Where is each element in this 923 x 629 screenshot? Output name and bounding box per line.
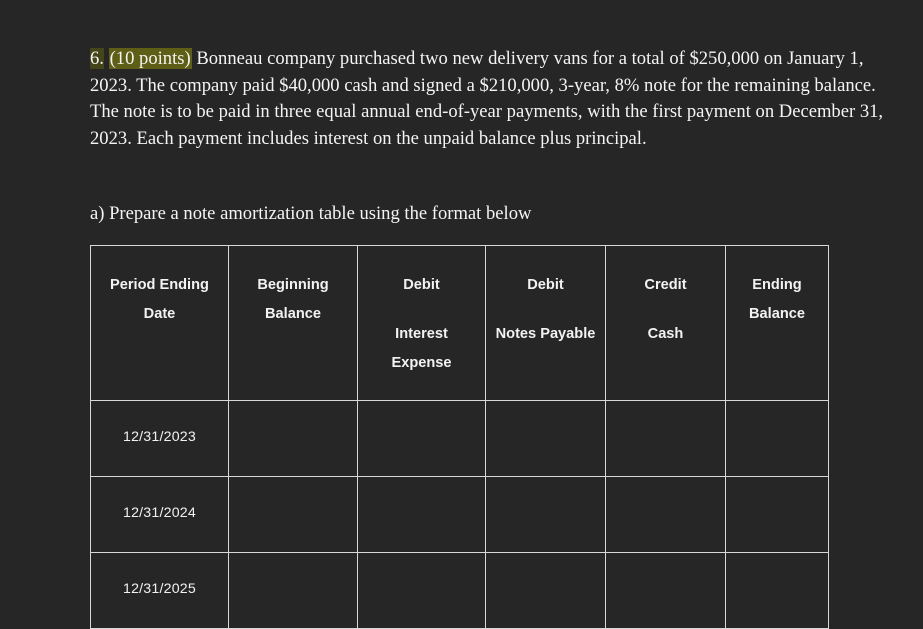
header-line: Ending [752,277,802,293]
cell-beginning-balance [229,401,358,477]
table-row [91,553,829,629]
table-header-row [91,246,829,401]
cell-cash [606,477,726,553]
cell-beginning-balance [229,553,358,629]
amortization-table [90,245,829,629]
cell-beginning-balance [229,477,358,553]
period-date: 12/31/2024 [122,505,196,521]
cell-ending-balance [726,401,829,477]
cell-ending-balance [726,477,829,553]
header-period-ending-date [91,246,229,401]
cell-date [91,553,229,629]
period-date: 12/31/2025 [122,581,196,597]
cell-date [91,477,229,553]
cell-interest-expense [358,401,486,477]
header-line: Balance [749,306,805,322]
problem-number: 6. [90,48,104,69]
problem-statement [90,46,890,152]
header-line: Debit [527,277,564,293]
header-line: Beginning [257,277,329,293]
cell-notes-payable [486,553,606,629]
cell-interest-expense [358,477,486,553]
cell-cash [606,553,726,629]
cell-notes-payable [486,477,606,553]
header-debit-notes-payable [486,246,606,401]
header-line: Period Ending [110,277,209,293]
cell-interest-expense [358,553,486,629]
problem-points: (10 points) [109,48,191,69]
header-line: Date [143,306,176,322]
cell-date [91,401,229,477]
problem-paragraph [90,46,890,152]
cell-ending-balance [726,553,829,629]
table-row [91,477,829,553]
header-line: Credit [644,277,687,293]
problem-text: Bonneau company purchased two new delivery vans for a total of $250,000 on January 1, 2023. The company paid $40,000 cash and signed a $210,000, 3-year, 8% note for the remaining balance. The note is to be paid in three equal annual end-of-year payments, with the first payment on December 31, 2023. Each payment includes interest on the unpaid balance plus principal. [90,48,884,149]
header-line: Cash [647,326,684,342]
header-line: Interest [395,326,448,342]
cell-cash [606,401,726,477]
header-debit-interest-expense [358,246,486,401]
part-a-instruction: a) Prepare a note amortization table using the format below [90,203,532,224]
period-date: 12/31/2023 [122,429,196,445]
cell-notes-payable [486,401,606,477]
header-credit-cash [606,246,726,401]
header-line: Notes Payable [495,326,596,342]
header-line: Debit [403,277,440,293]
header-ending-balance [726,246,829,401]
table-row [91,401,829,477]
header-beginning-balance [229,246,358,401]
header-line: Balance [265,306,321,322]
header-line: Expense [391,355,452,371]
